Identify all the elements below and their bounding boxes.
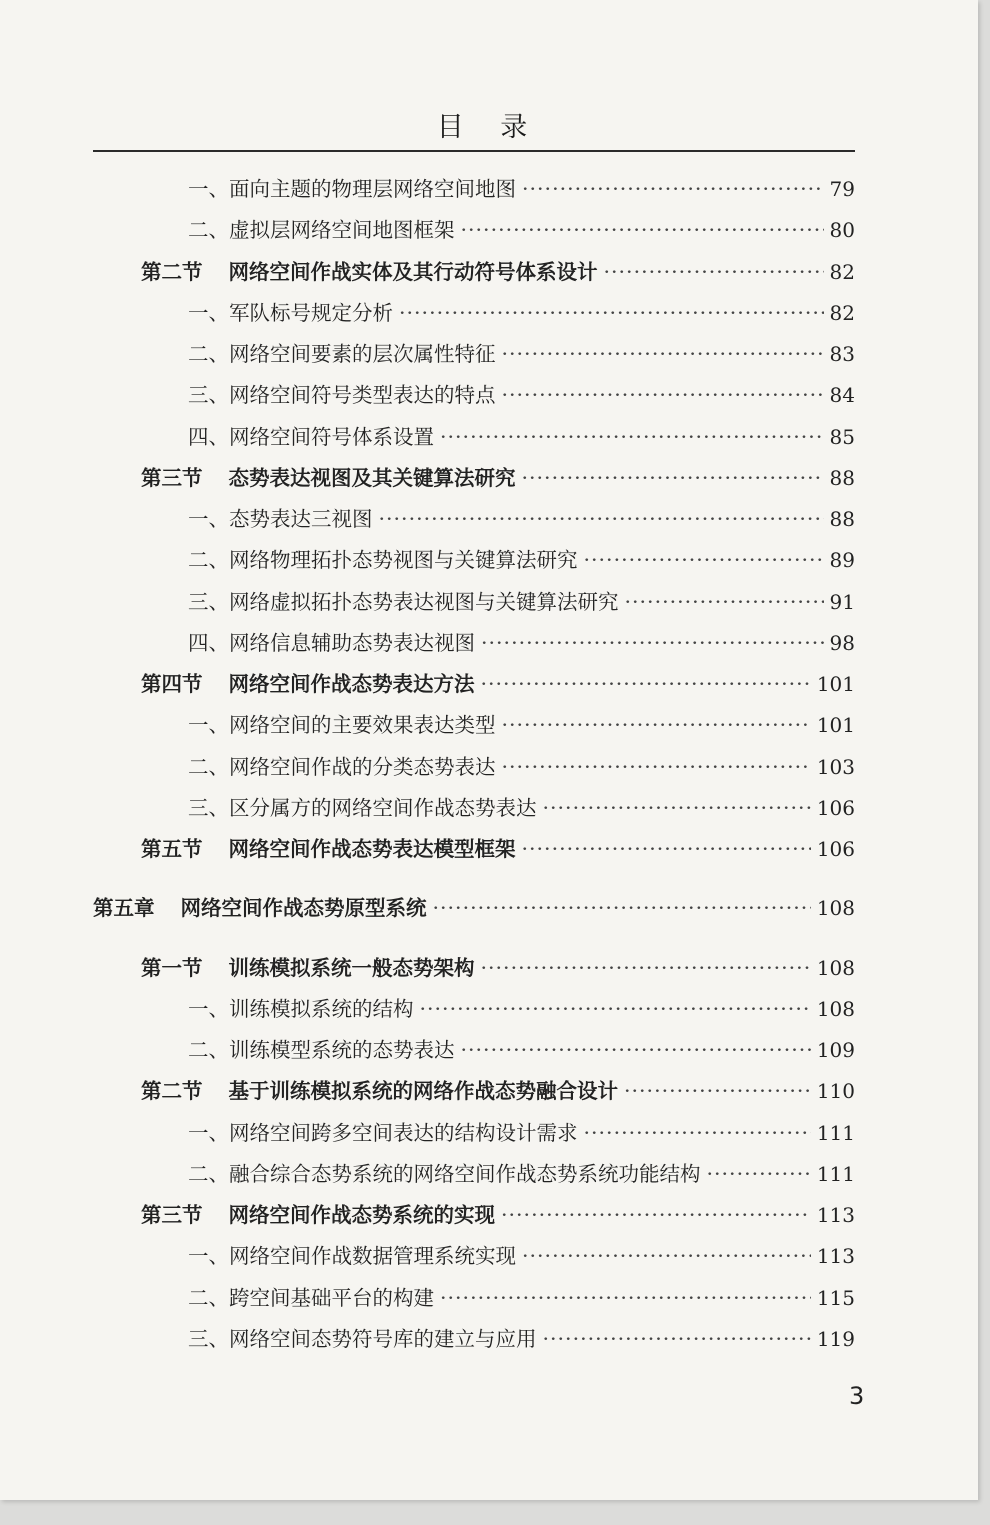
toc-entry-title: 三、网络空间符号类型表达的特点 [188, 383, 496, 408]
toc-entry-title: 网络空间作战态势原型系统 [180, 896, 427, 921]
toc-entry-title: 态势表达视图及其关键算法研究 [228, 465, 516, 490]
dot-leader [481, 956, 811, 980]
toc-entry-item [188, 750, 855, 784]
toc-entry-page: 82 [829, 259, 855, 284]
toc-entry-page: 84 [829, 383, 855, 408]
page-number: 3 [849, 1382, 865, 1410]
toc-entry-item [188, 213, 855, 247]
toc-entry-number: 第四节 [141, 672, 203, 696]
dot-leader [420, 997, 811, 1021]
dot-leader [522, 466, 824, 490]
toc-entry-number: 第一节 [141, 955, 203, 980]
dot-leader [584, 548, 824, 572]
toc-entry-page: 82 [829, 300, 855, 325]
toc-entry-page: 110 [816, 1079, 855, 1104]
toc-entry-title: 三、网络虚拟拓扑态势表达视图与关键算法研究 [188, 589, 619, 614]
dot-leader [481, 672, 811, 696]
toc-entry-title: 网络空间作战态势表达模型框架 [228, 837, 516, 861]
toc-entry-item [188, 378, 855, 412]
toc-entry-number: 第三节 [141, 465, 203, 490]
toc-entry-title: 二、网络空间作战的分类态势表达 [188, 754, 496, 779]
toc-entry-title: 一、网络空间跨多空间表达的结构设计需求 [188, 1120, 578, 1145]
toc-entry-title: 四、网络空间符号体系设置 [188, 424, 434, 449]
toc-entry-title: 二、训练模型系统的态势表达 [188, 1038, 455, 1062]
toc-entry-chapter [93, 891, 855, 925]
toc-entry-title: 二、融合综合态势系统的网络空间作战态势系统功能结构 [188, 1161, 701, 1186]
dot-leader [399, 301, 824, 325]
toc-entry-page: 101 [816, 713, 855, 738]
toc-entry-section [141, 461, 855, 495]
toc-entry-page: 119 [816, 1326, 855, 1351]
dot-leader [543, 1327, 811, 1351]
toc-entry-item [188, 1322, 855, 1356]
dot-leader [584, 1121, 811, 1145]
toc-entry-title: 一、训练模拟系统的结构 [188, 996, 414, 1021]
toc-entry-item [188, 1116, 855, 1150]
toc-entry-page: 106 [816, 795, 855, 820]
toc-entry-page: 89 [829, 548, 855, 573]
toc-entry-title: 二、虚拟层网络空间地图框架 [188, 218, 455, 243]
toc-entry-title: 网络空间作战实体及其行动符号体系设计 [228, 259, 598, 284]
toc-entry-page: 108 [816, 996, 855, 1021]
toc-entry-page: 108 [816, 896, 855, 921]
toc-entry-title: 二、网络空间要素的层次属性特征 [188, 342, 496, 366]
toc-entry-title: 二、网络物理拓扑态势视图与关键算法研究 [188, 548, 578, 573]
dot-leader [461, 1038, 811, 1062]
dot-leader [522, 837, 811, 861]
dot-leader [440, 425, 824, 449]
toc-entry-item [188, 296, 855, 330]
toc-entry-number: 第二节 [141, 1079, 203, 1104]
dot-leader [502, 342, 824, 366]
toc-entry-page: 101 [816, 672, 855, 696]
toc-entry-section [141, 255, 855, 289]
toc-entry-page: 85 [829, 424, 855, 449]
toc-entry-title: 三、区分属方的网络空间作战态势表达 [188, 795, 537, 820]
toc-entry-page: 98 [829, 630, 855, 655]
toc-entry-title: 网络空间作战态势系统的实现 [228, 1203, 495, 1227]
toc-entry-item [188, 420, 855, 454]
toc-entry-item [188, 543, 855, 577]
toc-entry-item [188, 502, 855, 536]
toc-entry-item [188, 708, 855, 742]
toc-entry-page: 106 [816, 837, 855, 861]
toc-entry-title: 一、态势表达三视图 [188, 507, 373, 531]
dot-leader [379, 507, 824, 531]
toc-entry-title: 一、网络空间作战数据管理系统实现 [188, 1244, 516, 1269]
toc-entry-item [188, 337, 855, 371]
dot-leader [502, 383, 824, 407]
toc-entry-item [188, 1033, 855, 1067]
toc-entry-title: 四、网络信息辅助态势表达视图 [188, 630, 475, 655]
toc-entry-title: 一、面向主题的物理层网络空间地图 [188, 177, 516, 201]
toc-entry-page: 80 [829, 218, 855, 243]
toc-entry-item [188, 585, 855, 619]
dot-leader [625, 590, 824, 614]
dot-leader [502, 713, 811, 737]
toc-entry-item [188, 1157, 855, 1191]
toc-entry-page: 103 [816, 754, 855, 779]
toc-entry-section [141, 1074, 855, 1108]
toc-entry-number: 第二节 [141, 259, 203, 284]
toc-entry-item [188, 791, 855, 825]
toc-entry-page: 113 [816, 1244, 855, 1269]
dot-leader [707, 1162, 811, 1186]
dot-leader [604, 260, 824, 284]
toc-entry-section [141, 1198, 855, 1232]
toc-entry-page: 115 [816, 1285, 855, 1310]
dot-leader [433, 896, 811, 920]
toc-entry-title: 一、网络空间的主要效果表达类型 [188, 713, 496, 738]
toc-entry-page: 109 [816, 1038, 855, 1062]
dot-leader [543, 796, 811, 820]
toc-entry-item [188, 992, 855, 1026]
toc-entry-title: 三、网络空间态势符号库的建立与应用 [188, 1326, 537, 1351]
toc-entry-title: 基于训练模拟系统的网络作战态势融合设计 [228, 1079, 618, 1104]
dot-leader [440, 1286, 811, 1310]
dot-leader [624, 1079, 811, 1103]
toc-entry-page: 79 [829, 177, 855, 201]
toc-entry-title: 训练模拟系统一般态势架构 [228, 955, 475, 980]
dot-leader [522, 177, 824, 201]
toc-entry-title: 网络空间作战态势表达方法 [228, 672, 475, 696]
dot-leader [522, 1244, 811, 1268]
toc-entry-title: 二、跨空间基础平台的构建 [188, 1285, 434, 1310]
toc-entry-number: 第五章 [93, 896, 155, 921]
toc-entry-page: 88 [829, 507, 855, 531]
toc-entry-item [188, 172, 855, 206]
toc-entry-item [188, 1281, 855, 1315]
toc-entry-page: 111 [816, 1120, 855, 1145]
toc-entry-page: 83 [829, 342, 855, 366]
toc-entry-page: 88 [829, 465, 855, 490]
toc-entry-page: 108 [816, 955, 855, 980]
toc-entry-number: 第五节 [141, 837, 203, 861]
dot-leader [502, 755, 811, 779]
toc-entry-item [188, 626, 855, 660]
toc-entry-page: 111 [816, 1161, 855, 1186]
dot-leader [501, 1203, 811, 1227]
toc-entry-page: 113 [816, 1203, 855, 1227]
toc-entry-title: 一、军队标号规定分析 [188, 300, 393, 325]
toc-entry-item [188, 1239, 855, 1273]
header-rule [93, 150, 855, 152]
toc-entry-section [141, 951, 855, 985]
toc-entry-number: 第三节 [141, 1203, 203, 1227]
toc-entry-section [141, 667, 855, 701]
dot-leader [481, 631, 824, 655]
toc-entry-page: 91 [829, 589, 855, 614]
toc-entry-section [141, 832, 855, 866]
dot-leader [461, 218, 824, 242]
page-title: 目 录 [436, 112, 542, 143]
